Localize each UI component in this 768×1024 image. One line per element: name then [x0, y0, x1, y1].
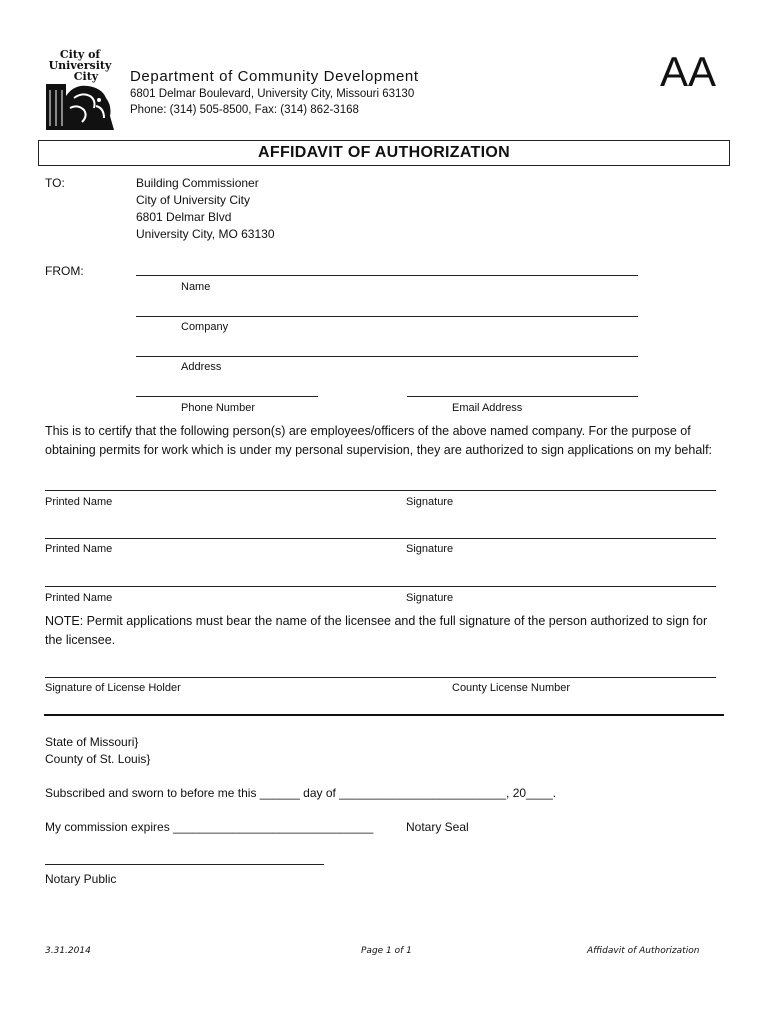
to-line-3: 6801 Delmar Blvd: [136, 210, 232, 224]
license-holder-label: Signature of License Holder: [45, 682, 181, 694]
notary-sworn: Subscribed and sworn to before me this ______ day of _________________________, 20____.: [45, 786, 557, 800]
printed-name-label-2: Printed Name: [45, 543, 113, 555]
email-field[interactable]: [407, 396, 638, 397]
phone-field[interactable]: [136, 396, 318, 397]
footer-doc-title: Affidavit of Authorization: [587, 946, 700, 956]
name-field[interactable]: [136, 275, 638, 276]
phone-label: Phone Number: [181, 402, 255, 414]
authorized-row-3[interactable]: [45, 586, 716, 587]
to-line-1: Building Commissioner: [136, 176, 259, 190]
signature-label-3: Signature: [406, 592, 454, 604]
city-logo: [44, 46, 116, 132]
notary-signature-field[interactable]: [45, 864, 324, 865]
email-label: Email Address: [452, 402, 523, 414]
from-label: FROM:: [45, 264, 84, 278]
signature-label-2: Signature: [406, 543, 454, 555]
company-field[interactable]: [136, 316, 638, 317]
to-line-2: City of University City: [136, 193, 251, 207]
authorized-row-2[interactable]: [45, 538, 716, 539]
department-address: 6801 Delmar Boulevard, University City, Missouri 63130: [130, 88, 415, 100]
to-line-4: University City, MO 63130: [136, 227, 275, 241]
logo-text-1: City of: [59, 48, 101, 61]
department-phone: Phone: (314) 505-8500, Fax: (314) 862-3168: [130, 104, 359, 116]
certify-text: This is to certify that the following person(s) are employees/officers of the above named company. For the purpose of obtaining permits for work which is under my personal supervision, they are authorized to sign applications on my behalf:: [45, 424, 713, 457]
company-label: Company: [181, 321, 229, 333]
notary-commission: My commission expires ______________________________: [45, 820, 374, 834]
note-text: NOTE: Permit applications must bear the name of the licensee and the full signature of the person authorized to sign for the licensee.: [45, 614, 708, 647]
authorized-row-1[interactable]: [45, 490, 716, 491]
printed-name-label-1: Printed Name: [45, 496, 113, 508]
address-field[interactable]: [136, 356, 638, 357]
title-box: [38, 140, 730, 166]
notary-county: County of St. Louis}: [45, 752, 151, 766]
notary-state: State of Missouri}: [45, 735, 139, 749]
name-label: Name: [181, 281, 211, 293]
department-name: Department of Community Development: [130, 68, 419, 85]
logo-text-3: City: [73, 70, 99, 83]
license-row[interactable]: [45, 677, 716, 678]
page-title: AFFIDAVIT OF AUTHORIZATION: [258, 144, 510, 161]
notary-seal: Notary Seal: [406, 820, 469, 834]
notary-public-label: Notary Public: [45, 872, 117, 886]
footer-date: 3.31.2014: [45, 946, 91, 956]
to-label: TO:: [45, 176, 65, 190]
address-label: Address: [181, 361, 222, 373]
printed-name-label-3: Printed Name: [45, 592, 113, 604]
license-number-label: County License Number: [452, 682, 571, 694]
section-divider: [44, 714, 724, 716]
footer-page: Page 1 of 1: [361, 946, 412, 956]
signature-label-1: Signature: [406, 496, 454, 508]
form-code: AA: [660, 48, 717, 95]
logo-text-2: University: [48, 59, 112, 72]
